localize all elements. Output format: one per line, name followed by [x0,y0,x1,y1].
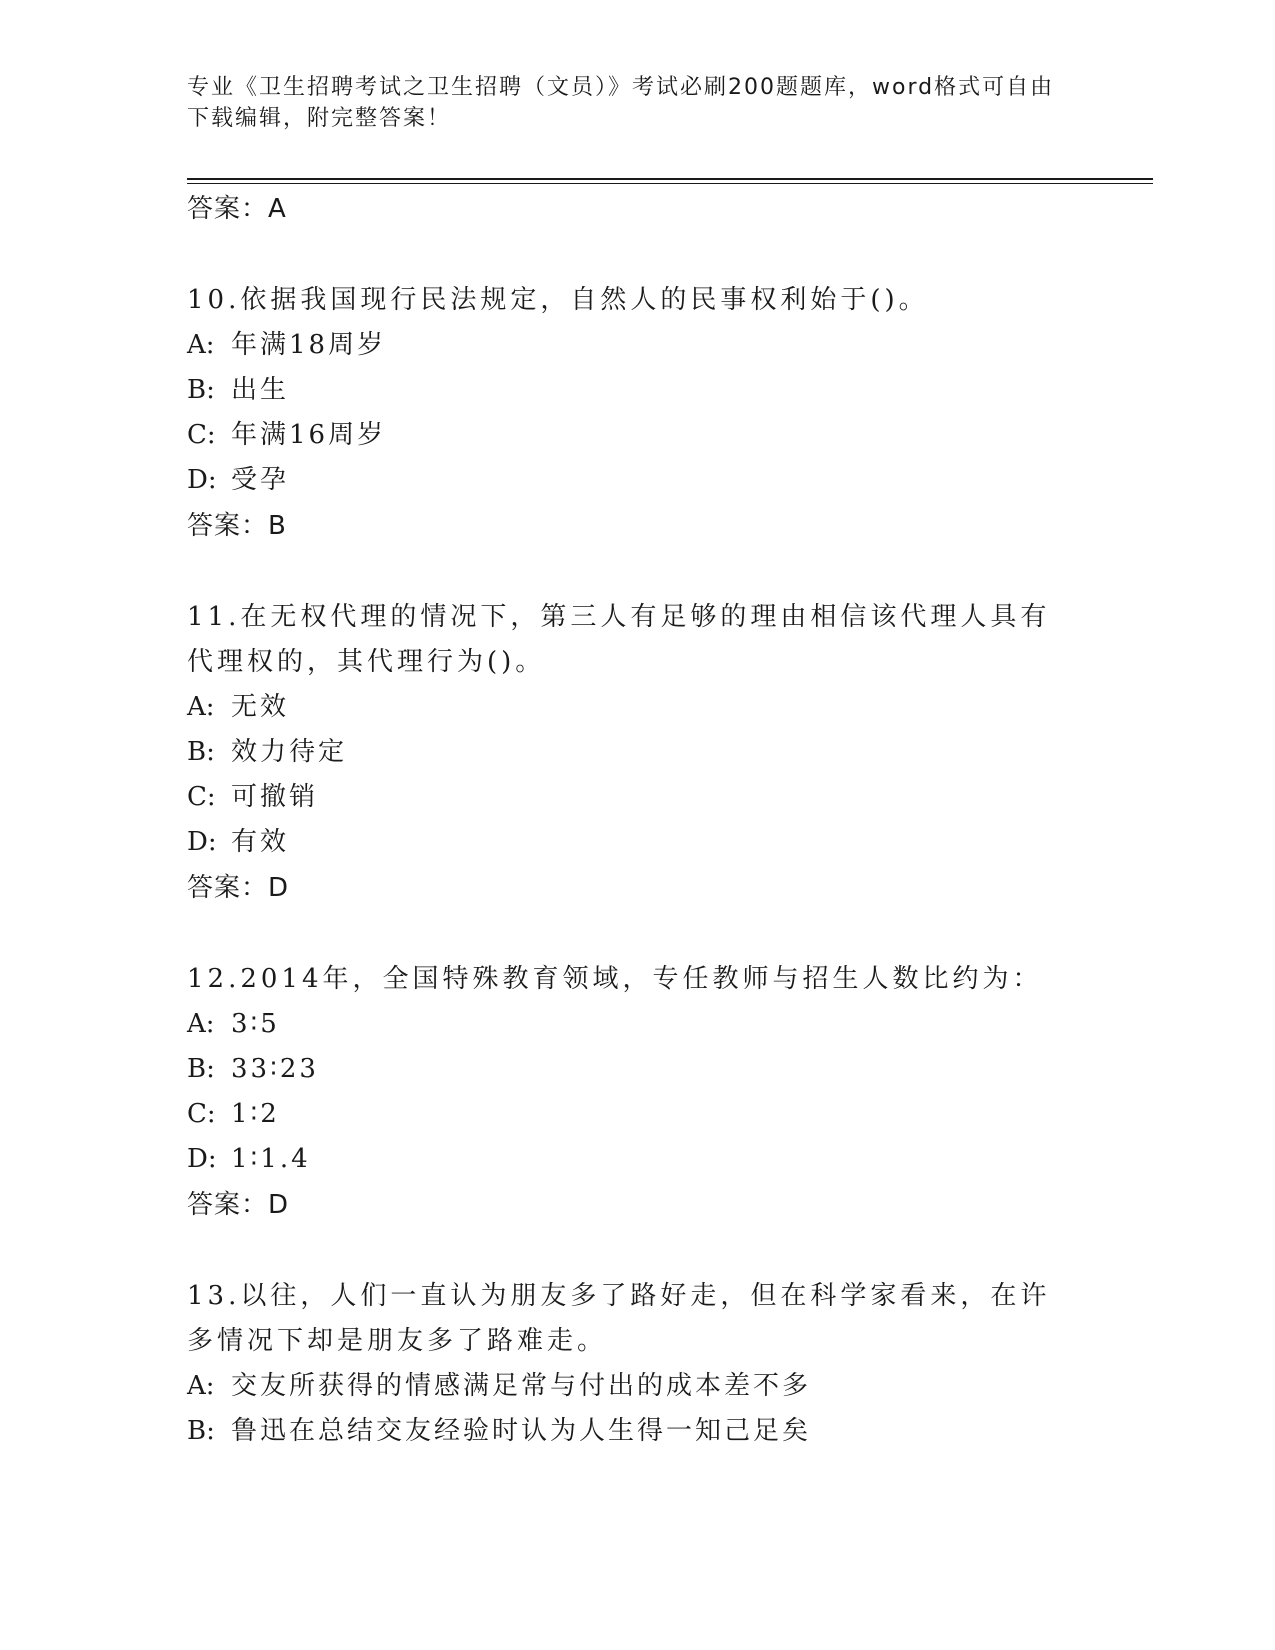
question-13 [187,1274,1087,1454]
answer-label: 答案： [187,1190,269,1220]
option-b [187,730,1087,775]
question-text: 11.在无权代理的情况下，第三人有足够的理由相信该代理人具有代理权的，其代理行为()。 [187,602,1051,677]
document-header: 专业《卫生招聘考试之卫生招聘（文员）》考试必刷200题题库，word格式可自由下载编辑，附完整答案！ [187,75,1055,131]
option-key: D: [187,827,217,857]
option-a [187,1364,1087,1409]
option-b [187,368,1087,413]
option-key: A: [187,1009,215,1039]
answer-line [187,503,1087,549]
question-11 [187,595,1087,911]
option-d [187,1137,1087,1182]
option-key: B: [187,1054,215,1084]
option-text: 交友所获得的情感满足常与付出的成本差不多 [231,1371,812,1401]
answer-line [187,186,1087,232]
option-text: 可撤销 [231,782,319,812]
option-text: 鲁迅在总结交友经验时认为人生得一知己足矣 [231,1416,812,1446]
option-key: B: [187,375,215,405]
option-a [187,1002,1087,1047]
question-text: 12.2014年，全国特殊教育领域，专任教师与招生人数比约为： [187,964,1043,994]
option-key: C: [187,782,216,812]
question-list [187,186,1087,1454]
option-text: 1∶2 [231,1099,280,1129]
question-text: 10.依据我国现行民法规定，自然人的民事权利始于()。 [187,285,929,315]
option-key: D: [187,1144,217,1174]
option-key: A: [187,692,215,722]
header-divider-thick [187,178,1153,180]
question-12 [187,957,1087,1228]
option-text: 出生 [231,375,290,405]
option-key: D: [187,465,217,495]
option-text: 年满16周岁 [231,420,387,450]
option-text: 受孕 [231,465,290,495]
option-text: 有效 [231,827,290,857]
option-text: 效力待定 [231,737,348,767]
option-key: C: [187,1099,216,1129]
answer-label: 答案： [187,873,269,903]
header-divider-thin [187,183,1153,184]
option-d [187,458,1087,503]
option-c [187,1092,1087,1137]
option-text: 年满18周岁 [231,330,387,360]
answer-label: 答案： [187,194,269,224]
answer-value: A [268,194,287,224]
option-a [187,323,1087,368]
option-text: 无效 [231,692,290,722]
answer-label: 答案： [187,511,269,541]
answer-value: D [268,873,290,903]
option-c [187,413,1087,458]
option-d [187,820,1087,865]
option-text: 3∶5 [231,1009,280,1039]
option-b [187,1409,1087,1454]
option-key: A: [187,330,215,360]
question-10 [187,278,1087,549]
answer-line [187,865,1087,911]
option-key: B: [187,737,215,767]
answer-value: B [268,511,287,541]
option-c [187,775,1087,820]
option-key: B: [187,1416,215,1446]
option-key: C: [187,420,216,450]
answer-value: D [268,1190,290,1220]
option-text: 33∶23 [231,1054,319,1084]
answer-line [187,1182,1087,1228]
question-text: 13.以往，人们一直认为朋友多了路好走，但在科学家看来，在许多情况下却是朋友多了路难走。 [187,1281,1051,1356]
option-a [187,685,1087,730]
option-b [187,1047,1087,1092]
option-text: 1∶1.4 [231,1144,311,1174]
option-key: A: [187,1371,215,1401]
